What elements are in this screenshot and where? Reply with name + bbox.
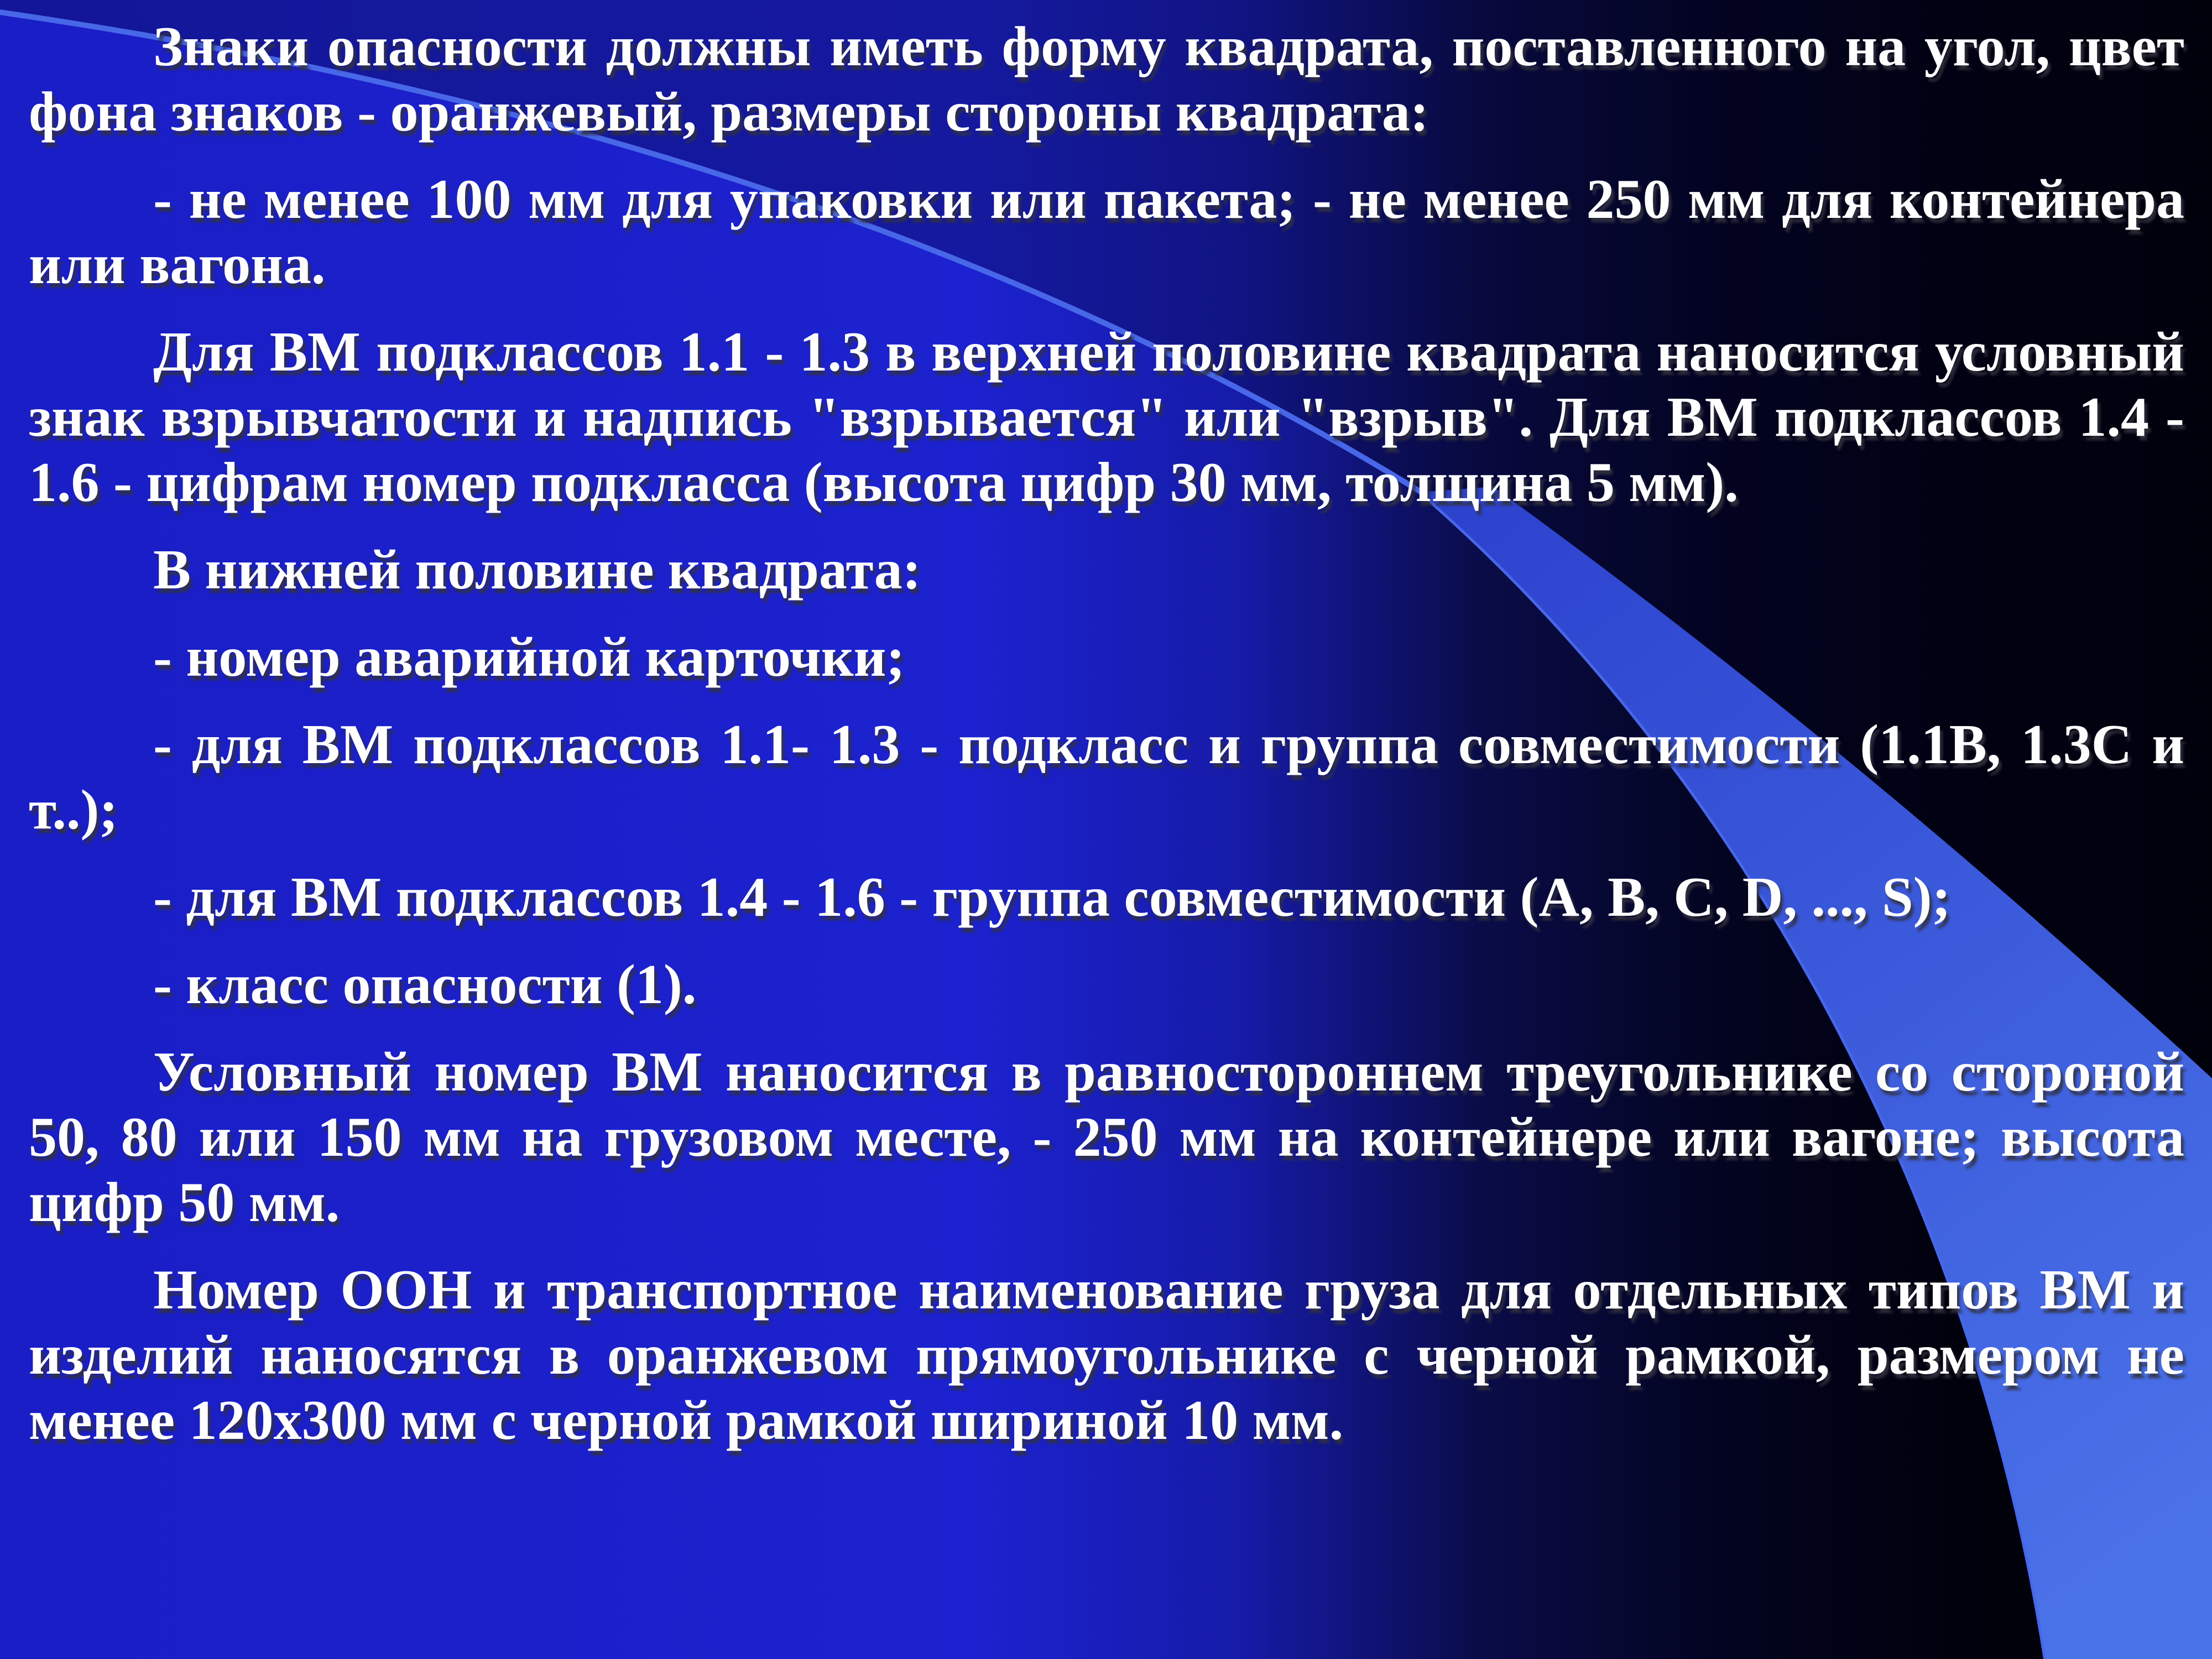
paragraph-6: - для ВМ подклассов 1.1- 1.3 - подкласс и группа совместимости (1.1В, 1.3С и т..);: [29, 713, 2184, 841]
slide-text-block: [29, 14, 2184, 1453]
paragraph-9: Условный номер ВМ наносится в равностороннем треугольнике со стороной 50, 80 или 150 мм на грузовом месте, - 250 мм на контейнере или вагоне; высота цифр 50 мм.: [29, 1041, 2184, 1234]
paragraph-3: Для ВМ подклассов 1.1 - 1.3 в верхней половине квадрата наносится условный знак взрывчатости и надпись "взрывается" или "взрыв". Для ВМ подклассов 1.4 - 1.6 - цифрам номер подкласса (высота цифр 30 мм, толщина 5 мм).: [29, 321, 2184, 514]
paragraph-8: - класс опасности (1).: [153, 953, 697, 1016]
paragraph-1: Знаки опасности должны иметь форму квадрата, поставленного на угол, цвет фона знаков - оранжевый, размеры стороны квадрата:: [29, 15, 2184, 143]
paragraph-4: В нижней половине квадрата:: [153, 539, 921, 601]
paragraph-2: - не менее 100 мм для упаковки или пакета; - не менее 250 мм для контейнера или вагона.: [29, 168, 2184, 296]
paragraph-7: - для ВМ подклассов 1.4 - 1.6 - группа совместимости (А, В, С, D, ..., S);: [153, 866, 1951, 928]
paragraph-5: - номер аварийной карточки;: [153, 626, 905, 688]
paragraph-10: Номер ООН и транспортное наименование груза для отдельных типов ВМ и изделий наносятся в оранжевом прямоугольнике с черной рамкой, размером не менее 120х300 мм с черной рамкой шириной 10 мм.: [29, 1259, 2184, 1452]
